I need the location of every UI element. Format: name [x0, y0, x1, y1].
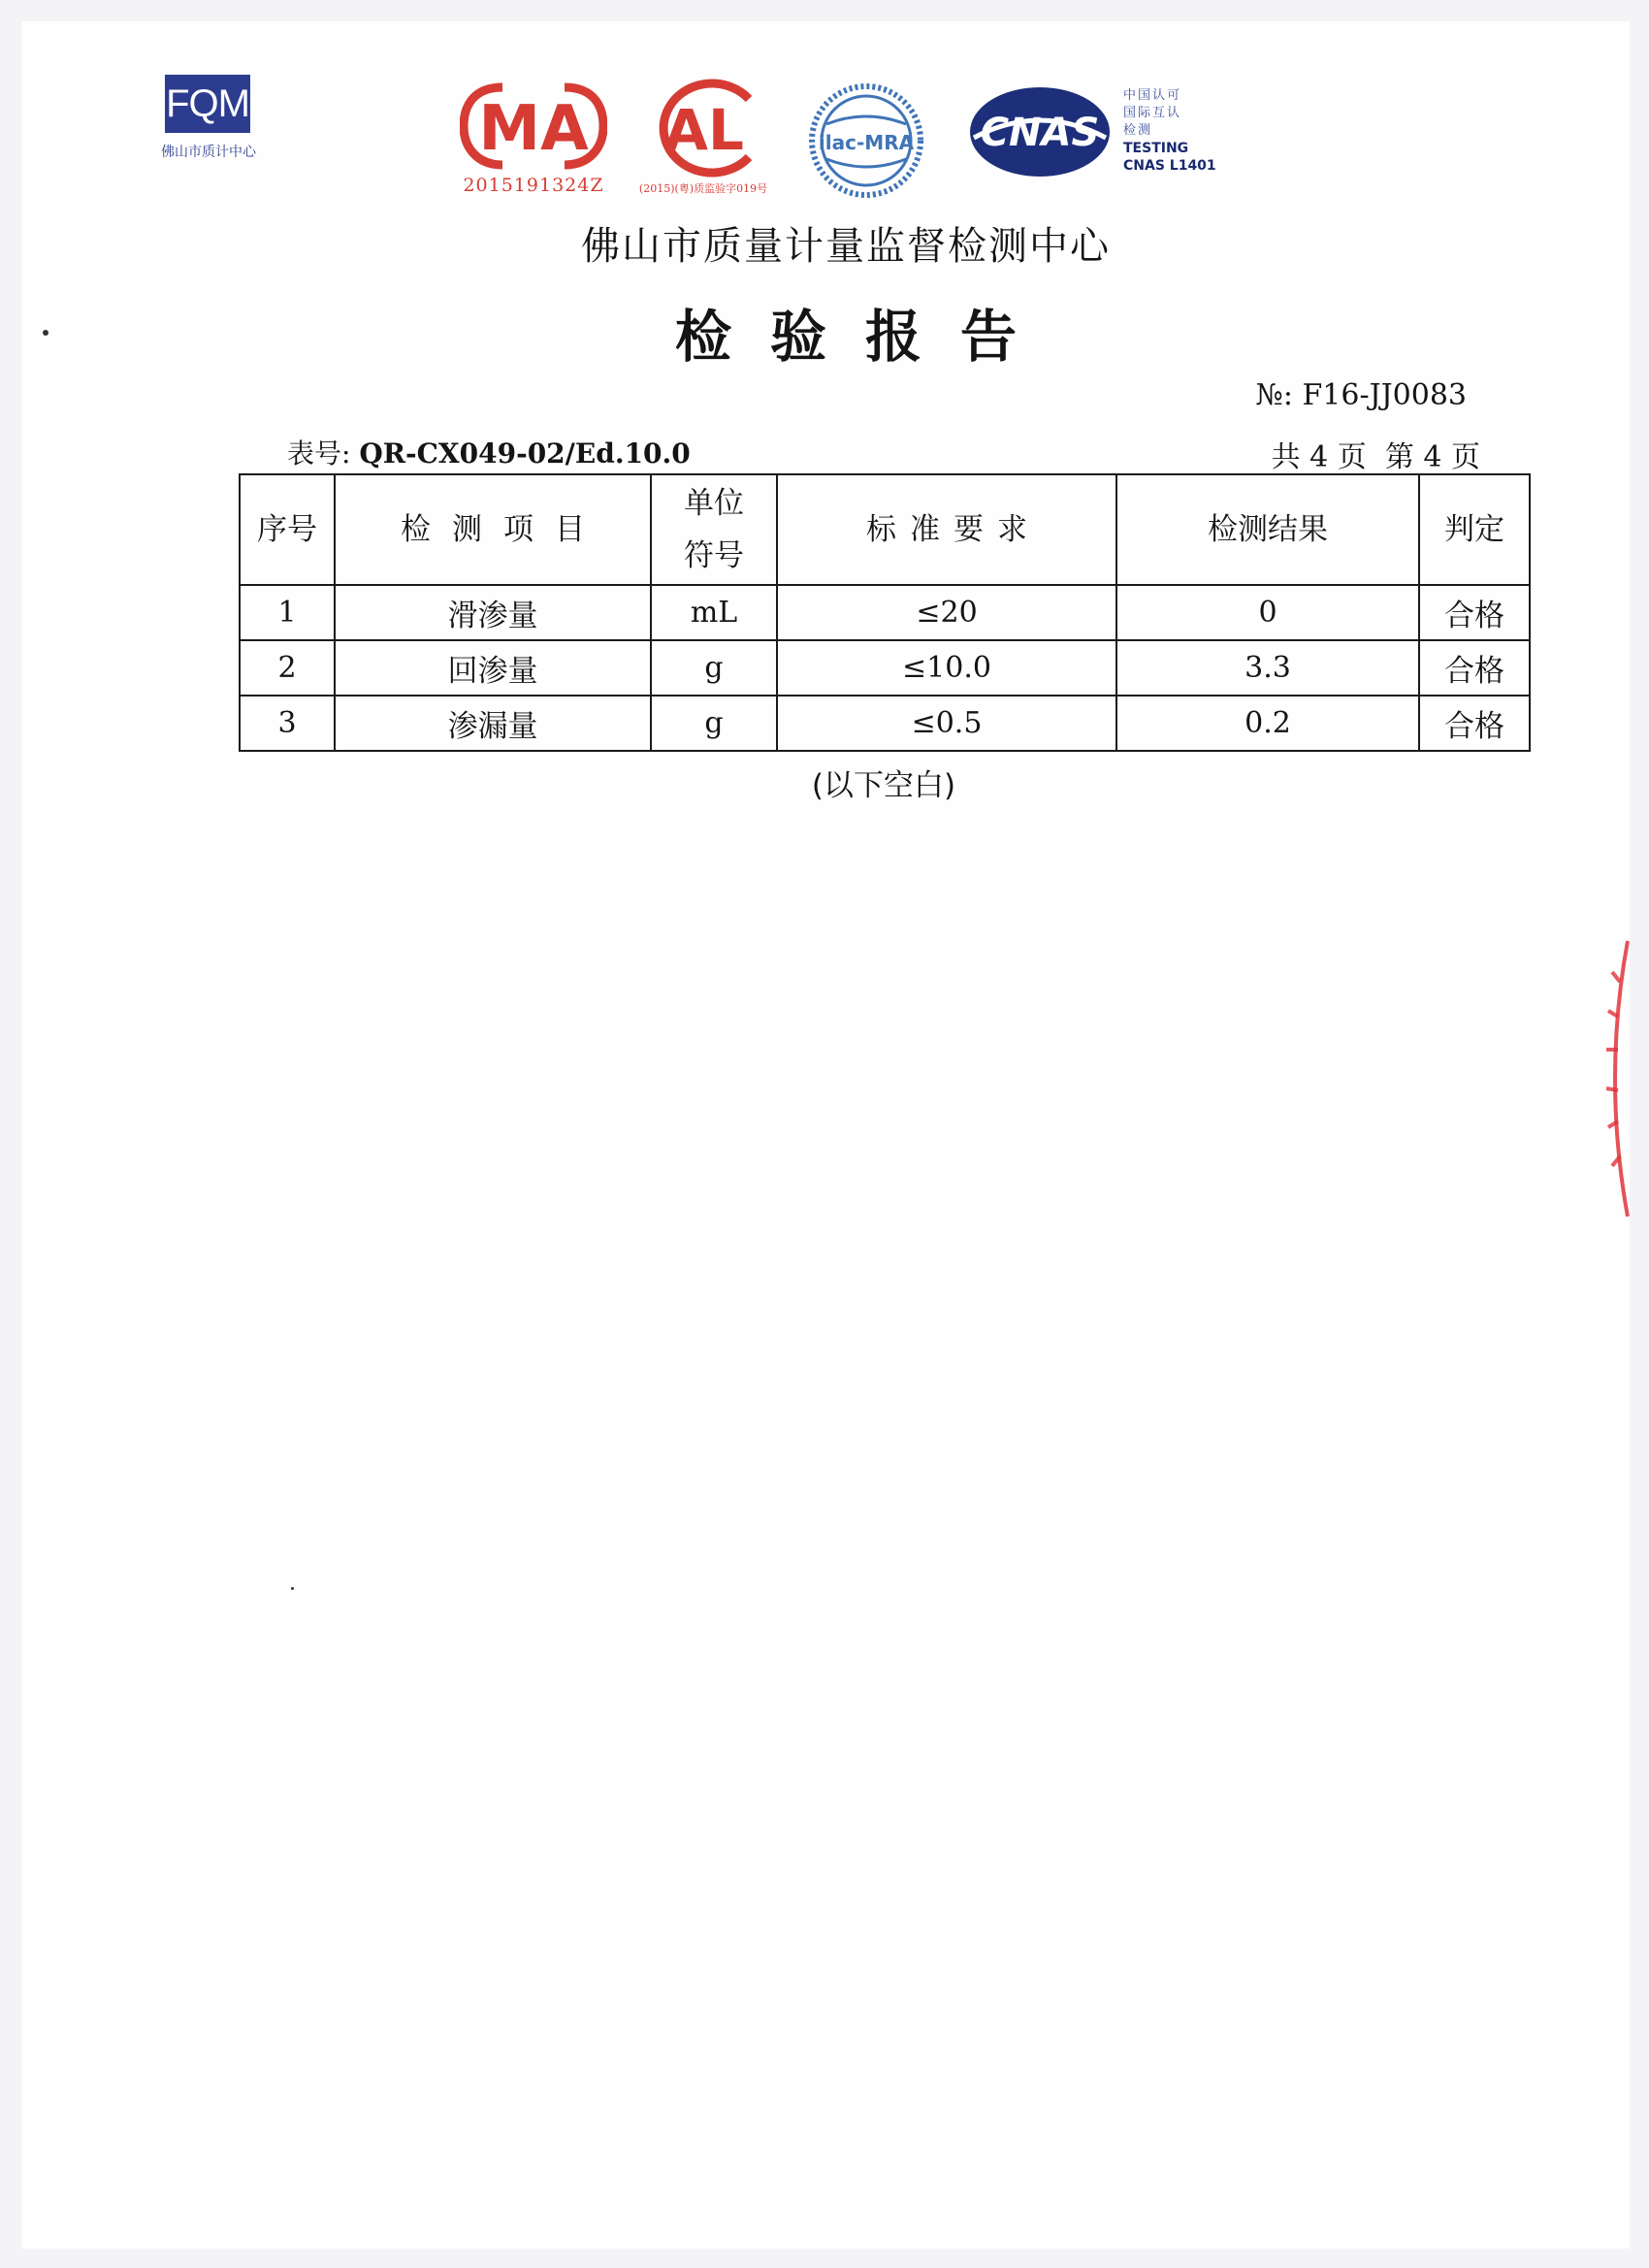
ilac-mra-logo-icon: [805, 80, 927, 202]
page-count: 共 4 页 第 4 页: [1271, 440, 1480, 474]
cell-result: 0: [1116, 585, 1419, 640]
fqm-logo-caption: 佛山市质计中心: [161, 145, 256, 160]
cma-logo-icon: [460, 80, 607, 173]
cell-verdict: 合格: [1419, 696, 1530, 751]
cal-logo-icon: [640, 78, 766, 178]
header-seq: 序号: [240, 474, 335, 585]
cell-seq: 1: [240, 585, 335, 640]
table-row: [240, 585, 1530, 640]
cnas-code: CNAS L1401: [1123, 158, 1216, 174]
cnas-text-line-2: 国际互认: [1123, 106, 1182, 120]
cell-result: 3.3: [1116, 640, 1419, 696]
header-unit-line-1: 单位: [684, 486, 744, 521]
cnas-logo-label: CNAS: [980, 111, 1100, 155]
header-unit: [651, 474, 777, 585]
header-result: 检测结果: [1116, 474, 1419, 585]
scan-speck: [43, 330, 48, 336]
table-row: [240, 696, 1530, 751]
organization-name: 佛山市质量计量监督检测中心: [581, 224, 1111, 269]
header-standard: 标准要求: [777, 474, 1116, 585]
header-item: 检测项目: [335, 474, 651, 585]
table-row: [240, 640, 1530, 696]
cell-standard: ≤0.5: [777, 696, 1116, 751]
table-header-row: [240, 474, 1530, 585]
results-table: [239, 473, 1531, 752]
cell-item: 滑渗量: [335, 585, 651, 640]
cell-unit: mL: [651, 585, 777, 640]
cal-logo-label: AL: [664, 97, 744, 163]
blank-below-note: (以下空白): [811, 768, 956, 803]
header-verdict: 判定: [1419, 474, 1530, 585]
cell-unit: g: [651, 640, 777, 696]
fqm-logo: [165, 75, 250, 133]
cnas-mark-text: [1123, 87, 1259, 175]
report-page: [21, 21, 1630, 2249]
cell-unit: g: [651, 696, 777, 751]
form-number-label: 表号:: [287, 437, 351, 470]
cell-item: 渗漏量: [335, 696, 651, 751]
cell-seq: 3: [240, 696, 335, 751]
cnas-testing: TESTING: [1123, 141, 1189, 156]
form-number-value: QR-CX049-02/Ed.10.0: [359, 437, 691, 470]
cell-standard: ≤20: [777, 585, 1116, 640]
cell-item: 回渗量: [335, 640, 651, 696]
cal-number: (2015)(粤)质监验字019号: [638, 182, 768, 195]
cnas-logo-icon: [964, 83, 1116, 180]
cnas-text-line-1: 中国认可: [1123, 88, 1182, 103]
fqm-logo-label: FQM: [166, 81, 249, 125]
scan-speck: [291, 1587, 294, 1590]
report-number: №: F16-JJ0083: [1255, 378, 1467, 412]
form-number: [287, 433, 691, 471]
header-unit-line-2: 符号: [684, 538, 744, 573]
cell-result: 0.2: [1116, 696, 1419, 751]
cell-verdict: 合格: [1419, 585, 1530, 640]
cell-verdict: 合格: [1419, 640, 1530, 696]
ilac-logo-label: ilac-MRA: [818, 131, 915, 154]
partial-seal-icon: [1583, 933, 1630, 1224]
cell-seq: 2: [240, 640, 335, 696]
document-title: 检验报告: [674, 304, 1055, 370]
cma-logo-label: MA: [478, 93, 589, 165]
cell-standard: ≤10.0: [777, 640, 1116, 696]
cnas-text-line-3: 检测: [1123, 123, 1153, 138]
cma-number: 2015191324Z: [463, 175, 604, 196]
